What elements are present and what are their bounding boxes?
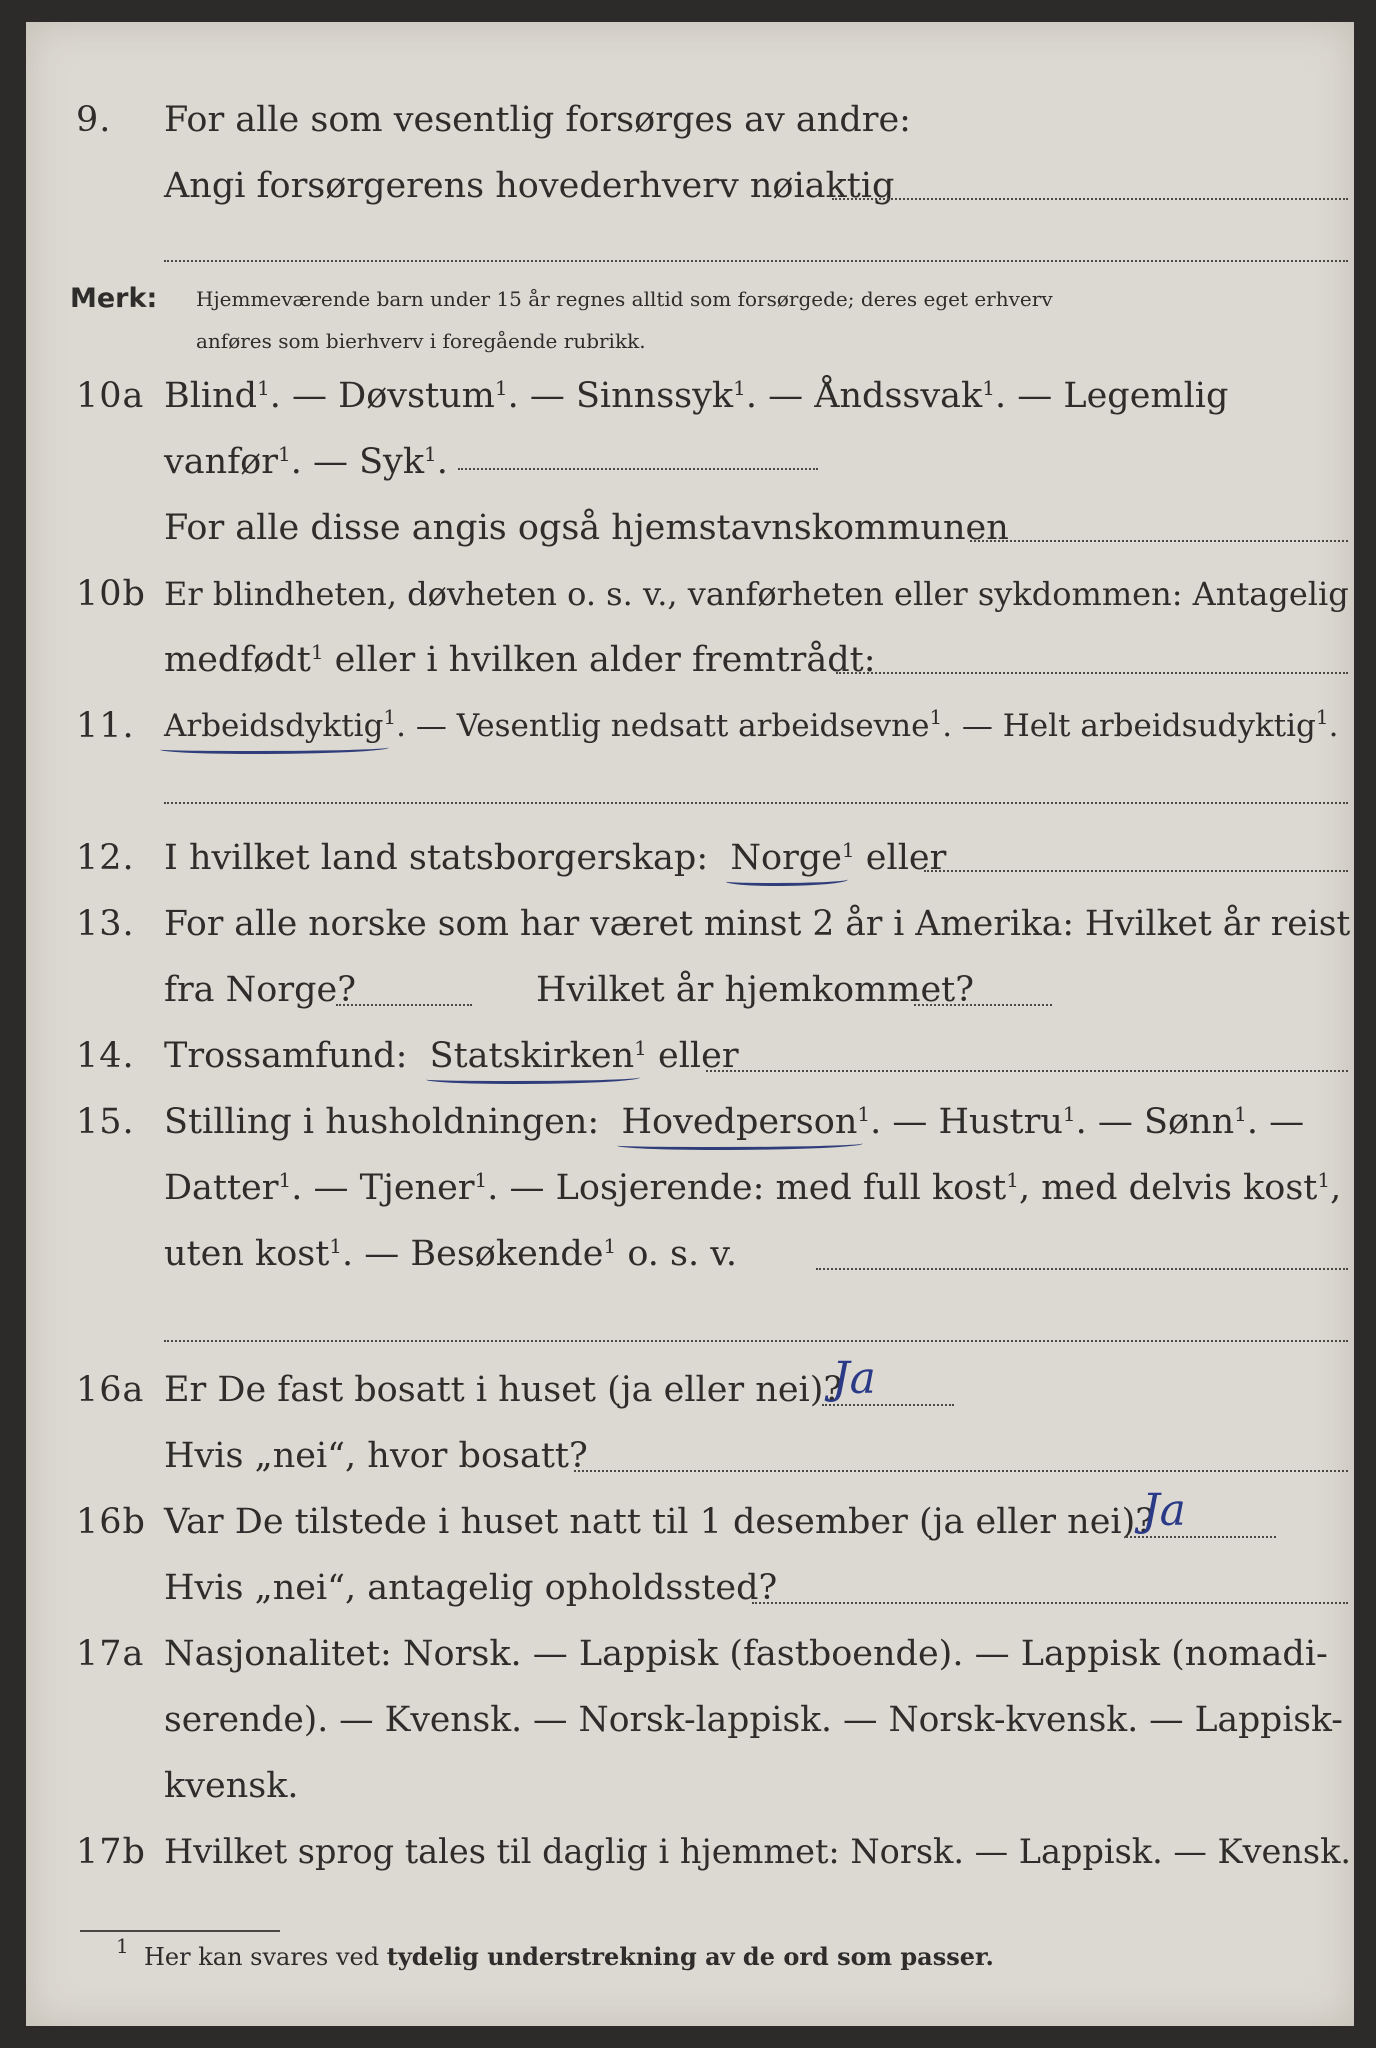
question-number: 10b [76,574,146,614]
question-text: For alle disse angis også hjemstavnskommunen [164,508,1009,548]
option-norge: Norge [730,838,842,878]
question-text: Nasjonalitet: Norsk. — Lappisk (fastboende). — Lappisk (nomadi- [164,1634,1328,1674]
question-text: Hvis „nei“, antagelig opholdssted? [164,1568,778,1608]
question-text [164,1224,1354,1284]
census-form-page [26,22,1354,2026]
question-15-row-2 [26,1158,1354,1218]
question-16b-row-2 [26,1558,1354,1618]
option-arbeidsdyktig: Arbeidsdyktig [164,708,384,744]
option-legemlig[interactable]: . — Legemlig [994,376,1229,416]
question-13-row-2 [26,960,1354,1020]
option-uten-kost[interactable]: uten kost [164,1234,330,1274]
note-label: Merk: [70,283,158,314]
question-13-row [26,894,1354,954]
handwritten-underline [617,1139,863,1150]
option-nedsatt[interactable]: . — Vesentlig nedsatt arbeidsevne [396,708,930,744]
question-14-row [26,1026,1354,1086]
answer-line[interactable] [574,1470,1348,1472]
question-label: Stilling i husholdningen: [164,1102,600,1142]
answer-line[interactable] [336,1004,472,1006]
question-text: kvensk. [164,1766,299,1806]
question-text [164,630,1354,690]
option-sonn[interactable]: . — Sønn [1075,1102,1235,1142]
footnote-mark: 1 [841,838,855,862]
option-statskirken: Statskirken [429,1036,635,1076]
question-text: For alle som vesentlig forsørges av andre: [164,100,911,140]
option-besokende[interactable]: . — Besøkende [342,1234,604,1274]
footnote-mark: 1 [1315,705,1329,729]
option-dovstum[interactable]: . — Døvstum [269,376,495,416]
option-full-kost[interactable]: . — Losjerende: med full kost [487,1168,1007,1208]
handwritten-underline [160,743,389,754]
option-andssvak[interactable]: . — Åndssvak [745,376,983,416]
option-sinnssyk[interactable]: . — Sinnssyk [507,376,734,416]
option-blind[interactable]: Blind [164,376,258,416]
question-text [164,1092,1354,1152]
punctuation: . [1328,708,1339,744]
question-10a-row [26,366,1354,426]
question-10a-row-3 [26,498,1354,558]
question-text [164,1158,1354,1218]
handwritten-underline [726,875,848,886]
option-vanfor[interactable]: vanfør [164,442,278,482]
question-number: 17a [76,1634,145,1674]
question-17a-row-3 [26,1756,1354,1816]
question-17b-row [26,1822,1354,1882]
question-number: 16a [76,1370,145,1410]
question-9-row-2 [26,156,1354,216]
question-text [164,432,1354,492]
question-text: Hvilket sprog tales til daglig i hjemmet: Norsk. — Lappisk. — Kvensk. [164,1832,1352,1871]
footnote-text: Her kan svares ved [144,1943,387,1971]
footnote-mark: 1 [603,1234,617,1258]
note-text [196,278,1346,362]
option-norge-underlined[interactable] [730,828,842,888]
question-number: 16b [76,1502,146,1542]
question-text-tail: o. s. v. [616,1234,737,1274]
question-label: Trossamfund: [164,1036,408,1076]
footnote-mark: 1 [1234,1102,1247,1126]
answer-line[interactable] [970,540,1348,542]
question-number: 15. [76,1102,135,1142]
answer-line[interactable] [164,802,1348,804]
question-number: 11. [76,706,135,746]
footnote-mark: 1 [277,442,291,466]
question-text [164,828,1354,888]
question-text [164,366,1354,426]
handwritten-answer-16a[interactable]: Ja [832,1353,876,1404]
question-text [164,960,1354,1020]
footnote-mark: 1 [474,1168,488,1192]
question-11-row [26,696,1354,756]
question-16a-row [26,1360,1354,1420]
question-text: serende). — Kvensk. — Norsk-lappisk. — Norsk-kvensk. — Lappisk- [164,1700,1343,1740]
question-10b-row-2 [26,630,1354,690]
question-15-row-3 [26,1224,1354,1284]
footnote-mark: 1 [310,640,324,664]
footnote-mark: 1 [116,1934,129,1958]
note-line-2: anføres som bierhverv i foregående rubrikk. [196,329,646,353]
option-delvis-kost[interactable]: , med delvis kost [1018,1168,1318,1208]
question-number: 13. [76,904,135,944]
option-arbeidsdyktig-underlined[interactable] [164,696,383,756]
handwritten-answer-16b[interactable]: Ja [1142,1485,1186,1536]
question-16a-row-2 [26,1426,1354,1486]
note-block [26,278,1354,368]
question-text: Var De tilstede i huset natt til 1 desember (ja eller nei)? [164,1502,1155,1542]
footnote-mark: 1 [424,442,437,466]
option-datter[interactable]: Datter [164,1168,279,1208]
question-12-row [26,828,1354,888]
answer-line[interactable] [164,260,1348,262]
answer-line[interactable] [458,468,818,470]
footnote-mark: 1 [383,705,397,729]
footnote-mark: 1 [982,376,995,400]
punctuation: . [436,442,448,482]
question-text: Hvis „nei“, hvor bosatt? [164,1436,588,1476]
footnote-mark: 1 [329,1234,343,1258]
footnote-mark: 1 [257,376,270,400]
punctuation: . — [1246,1102,1305,1142]
question-9-row [26,90,1354,150]
option-statskirken-underlined[interactable] [430,1026,635,1086]
question-number: 10a [76,376,145,416]
option-tjener[interactable]: . — Tjener [291,1168,475,1208]
question-text-tail: eller i hvilken alder fremtrådt: [323,640,876,680]
footnote-mark: 1 [1317,1168,1331,1192]
footnote [116,1934,994,1974]
answer-line[interactable] [832,198,1348,200]
question-text: Er De fast bosatt i huset (ja eller nei)? [164,1370,843,1410]
question-text-tail: eller [854,838,947,878]
answer-line[interactable] [706,1070,1348,1072]
footnote-mark: 1 [929,705,943,729]
footnote-mark: 1 [634,1036,647,1060]
question-hjemkommet: Hvilket år hjemkommet? [536,970,975,1010]
punctuation: , [1330,1168,1342,1208]
footnote-divider [80,1930,280,1932]
footnote-mark: 1 [857,1102,871,1126]
question-reist: fra Norge? [164,970,356,1010]
answer-line[interactable] [816,1268,1348,1270]
note-line-1: Hjemmeværende barn under 15 år regnes alltid som forsørgede; deres eget erhverv [196,287,1053,311]
question-number: 12. [76,838,135,878]
question-text [164,1026,1354,1086]
footnote-emphasis: tydelig understrekning av de ord som passer. [386,1942,994,1971]
question-text: For alle norske som har været minst 2 år i Amerika: Hvilket år reist [164,904,1351,944]
question-text-tail: eller [646,1036,739,1076]
question-number: 9. [76,100,112,140]
question-15-row [26,1092,1354,1152]
footnote-mark: 1 [494,376,508,400]
option-arbeidsudyktig[interactable]: . — Helt arbeidsudyktig [942,708,1316,744]
handwritten-underline [426,1073,641,1084]
question-17a-row [26,1624,1354,1684]
answer-line[interactable] [836,672,1348,674]
option-syk[interactable]: . — Syk [290,442,425,482]
answer-line[interactable] [164,1340,1348,1342]
answer-line[interactable] [924,870,1348,872]
footnote-mark: 1 [733,376,746,400]
footnote-mark: 1 [278,1168,292,1192]
question-10b-row [26,564,1354,624]
answer-line[interactable] [914,1004,1052,1006]
answer-line[interactable] [752,1602,1348,1604]
question-text: Er blindheten, døvheten o. s. v., vanførheten eller sykdommen: Antagelig [164,575,1349,613]
footnote-mark: 1 [1006,1168,1019,1192]
question-17a-row-2 [26,1690,1354,1750]
option-medfodt[interactable]: medfødt [164,640,311,680]
question-text: Angi forsørgerens hovederhverv nøiaktig [164,166,895,206]
option-hovedperson: Hovedperson [621,1102,858,1142]
question-label: I hvilket land statsborgerskap: [164,838,709,878]
answer-line[interactable] [822,1404,954,1406]
question-number: 14. [76,1036,135,1076]
question-10a-row-2 [26,432,1354,492]
footnote-mark: 1 [1062,1102,1076,1126]
option-hustru[interactable]: . — Hustru [870,1102,1063,1142]
question-number: 17b [76,1832,146,1872]
answer-line[interactable] [1126,1536,1276,1538]
question-text [164,696,1354,756]
option-hovedperson-underlined[interactable] [621,1092,857,1152]
